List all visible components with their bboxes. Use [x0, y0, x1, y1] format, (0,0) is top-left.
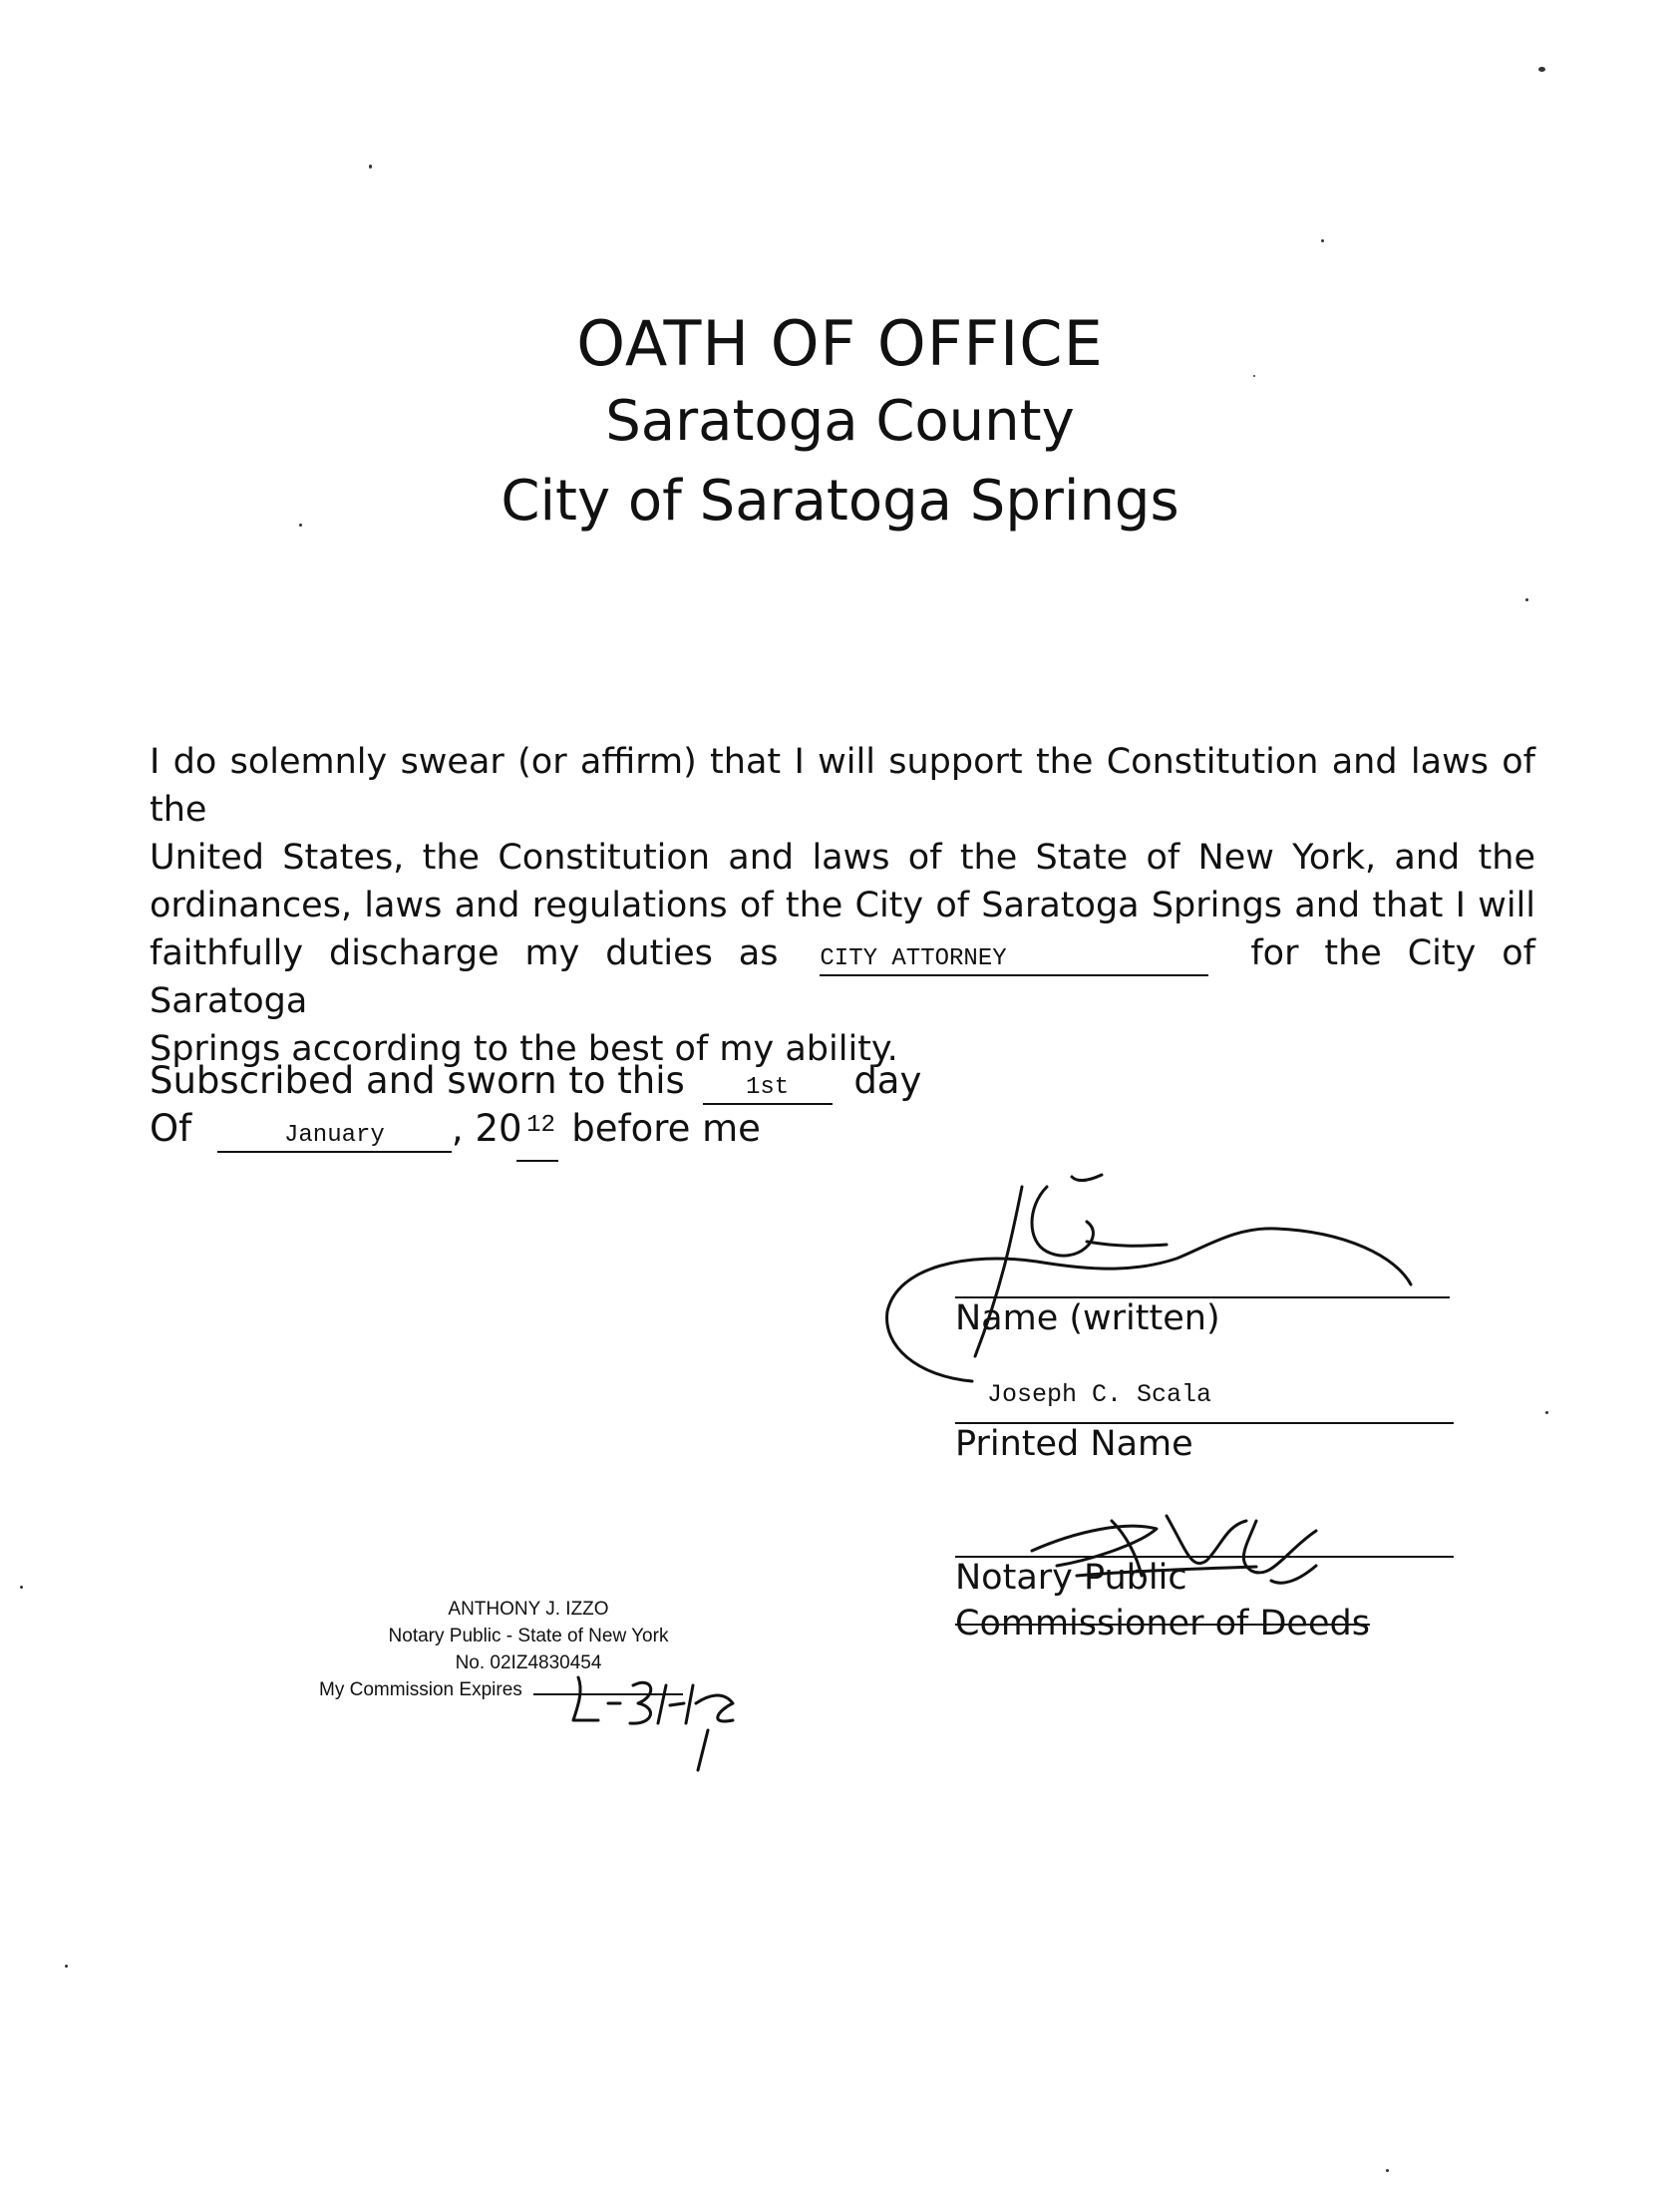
oath-line-4-prefix: faithfully discharge my duties as	[150, 933, 779, 973]
notary-stamp-title: Notary Public - State of New York	[388, 1626, 669, 1646]
scan-speck	[299, 524, 302, 527]
county-subtitle: Saratoga County	[605, 389, 1075, 454]
oath-line-4-suffix: for the City of Saratoga	[150, 933, 1535, 1021]
day-field: 1st	[703, 1073, 833, 1105]
oath-line-5: Springs according to the best of my ability.	[150, 1029, 898, 1069]
printed-name-value: Joseph C. Scala	[987, 1380, 1212, 1409]
commissioner-of-deeds-label: Commissioner of Deeds	[955, 1604, 1370, 1643]
year-prefix: , 20	[451, 1107, 522, 1150]
oath-line-4	[150, 929, 1535, 1025]
scan-speck	[1538, 67, 1545, 72]
notary-signature-ink	[1017, 1491, 1346, 1601]
sworn-line-1	[150, 1059, 921, 1105]
name-written-label: Name (written)	[955, 1298, 1220, 1338]
scan-speck	[1545, 1411, 1548, 1414]
year-field: 12	[526, 1112, 555, 1139]
of-label: Of	[150, 1107, 192, 1150]
scan-speck	[20, 1586, 23, 1589]
notary-stamp-name: ANTHONY J. IZZO	[448, 1599, 609, 1620]
scan-speck	[1386, 2169, 1389, 2172]
oath-line-1: I do solemnly swear (or affirm) that I will support the Constitution and laws of the	[150, 742, 1535, 830]
document-title: OATH OF OFFICE	[576, 307, 1104, 380]
notary-stamp-expires-label: My Commission Expires	[319, 1679, 522, 1700]
notary-stamp-number: No. 02IZ4830454	[455, 1652, 602, 1673]
notary-public-label: Notary Public	[955, 1558, 1187, 1598]
city-subtitle: City of Saratoga Springs	[501, 469, 1179, 534]
oath-line-3: ordinances, laws and regulations of the City of Saratoga Springs and that I will	[150, 886, 1535, 925]
expiration-date-ink	[558, 1665, 758, 1775]
oath-paragraph	[150, 738, 1535, 1073]
day-suffix: day	[853, 1059, 922, 1102]
year-underline	[516, 1160, 558, 1162]
before-me: before me	[571, 1107, 761, 1150]
scan-speck	[1321, 239, 1324, 242]
scan-speck	[1525, 598, 1528, 601]
month-field: January	[217, 1121, 452, 1153]
sworn-line-2	[150, 1107, 761, 1153]
official-signature-ink	[877, 1167, 1436, 1406]
printed-name-label: Printed Name	[955, 1424, 1193, 1464]
scan-speck	[1253, 375, 1255, 377]
scan-speck	[65, 1965, 68, 1968]
oath-line-2: United States, the Constitution and laws of the State of New York, and the	[150, 838, 1535, 878]
sworn-prefix: Subscribed and sworn to this	[150, 1059, 685, 1102]
position-field: CITY ATTORNEY	[820, 944, 1208, 976]
scan-speck	[369, 165, 372, 169]
